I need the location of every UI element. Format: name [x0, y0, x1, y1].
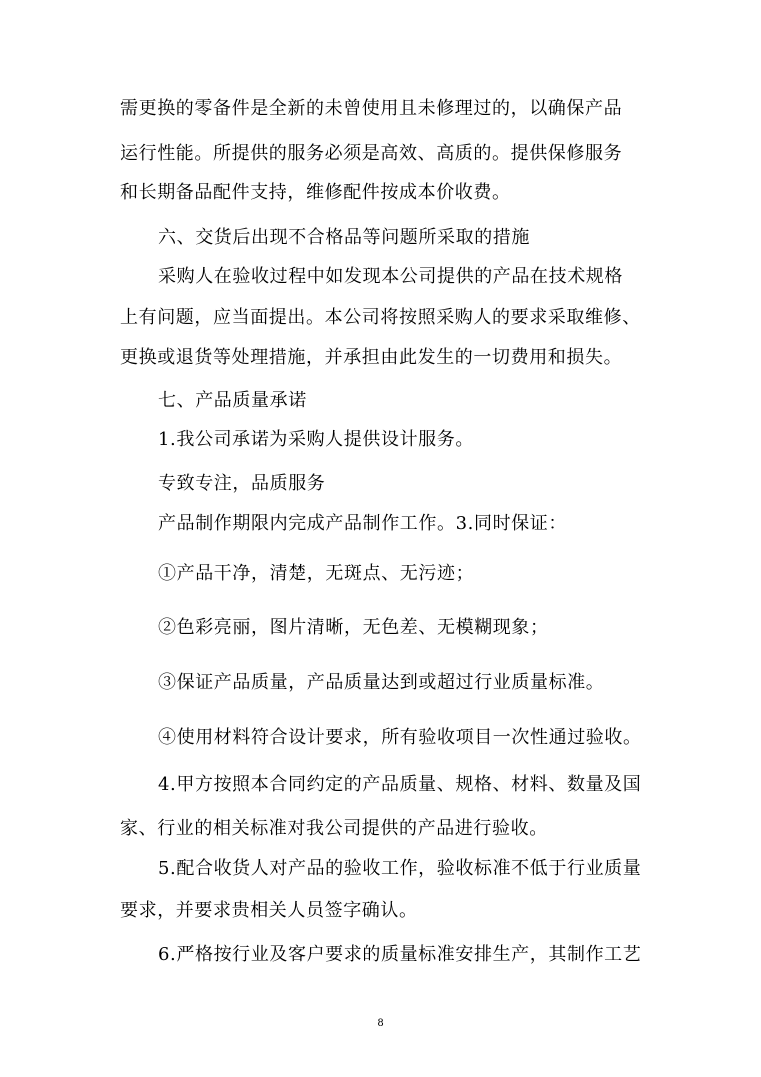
text-line-17: 家、行业的相关标准对我公司提供的产品进行验收。 — [120, 818, 548, 839]
text-line-19: 要求，并要求贵相关人员签字确认。 — [120, 900, 418, 921]
list-item-2: ②色彩亮丽，图片清晰，无色差、无模糊现象； — [158, 617, 549, 638]
text-line-1: 需更换的零备件是全新的未曾使用且未修理过的，以确保产品 — [120, 98, 623, 119]
section-heading-six: 六、交货后出现不合格品等问题所采取的措施 — [158, 227, 530, 248]
list-item-1: ①产品干净，清楚，无斑点、无污迹； — [158, 563, 475, 584]
page-number: 8 — [377, 1018, 384, 1029]
text-line-7: 更换或退货等处理措施，并承担由此发生的一切费用和损失。 — [120, 347, 623, 368]
text-line-2: 运行性能。所提供的服务必须是高效、高质的。提供保修服务 — [120, 143, 623, 164]
list-item-4: ④使用材料符合设计要求，所有验收项目一次性通过验收。 — [158, 727, 642, 748]
text-line-3: 和长期备品配件支持，维修配件按成本价收费。 — [120, 182, 511, 203]
text-line-10: 专致专注，品质服务 — [158, 473, 326, 494]
text-line-11: 产品制作期限内完成产品制作工作。3.同时保证： — [158, 513, 567, 534]
text-line-16: 4.甲方按照本合同约定的产品质量、规格、材料、数量及国 — [158, 774, 642, 795]
text-line-20: 6.严格按行业及客户要求的质量标准安排生产，其制作工艺 — [158, 944, 642, 965]
text-line-5: 采购人在验收过程中如发现本公司提供的产品在技术规格 — [158, 266, 623, 287]
section-heading-seven: 七、产品质量承诺 — [158, 390, 307, 411]
text-line-9: 1.我公司承诺为采购人提供设计服务。 — [158, 429, 474, 450]
text-line-18: 5.配合收货人对产品的验收工作，验收标准不低于行业质量 — [158, 858, 642, 879]
list-item-3: ③保证产品质量，产品质量达到或超过行业质量标准。 — [158, 672, 605, 693]
text-line-6: 上有问题，应当面提出。本公司将按照采购人的要求采取维修、 — [120, 307, 641, 328]
